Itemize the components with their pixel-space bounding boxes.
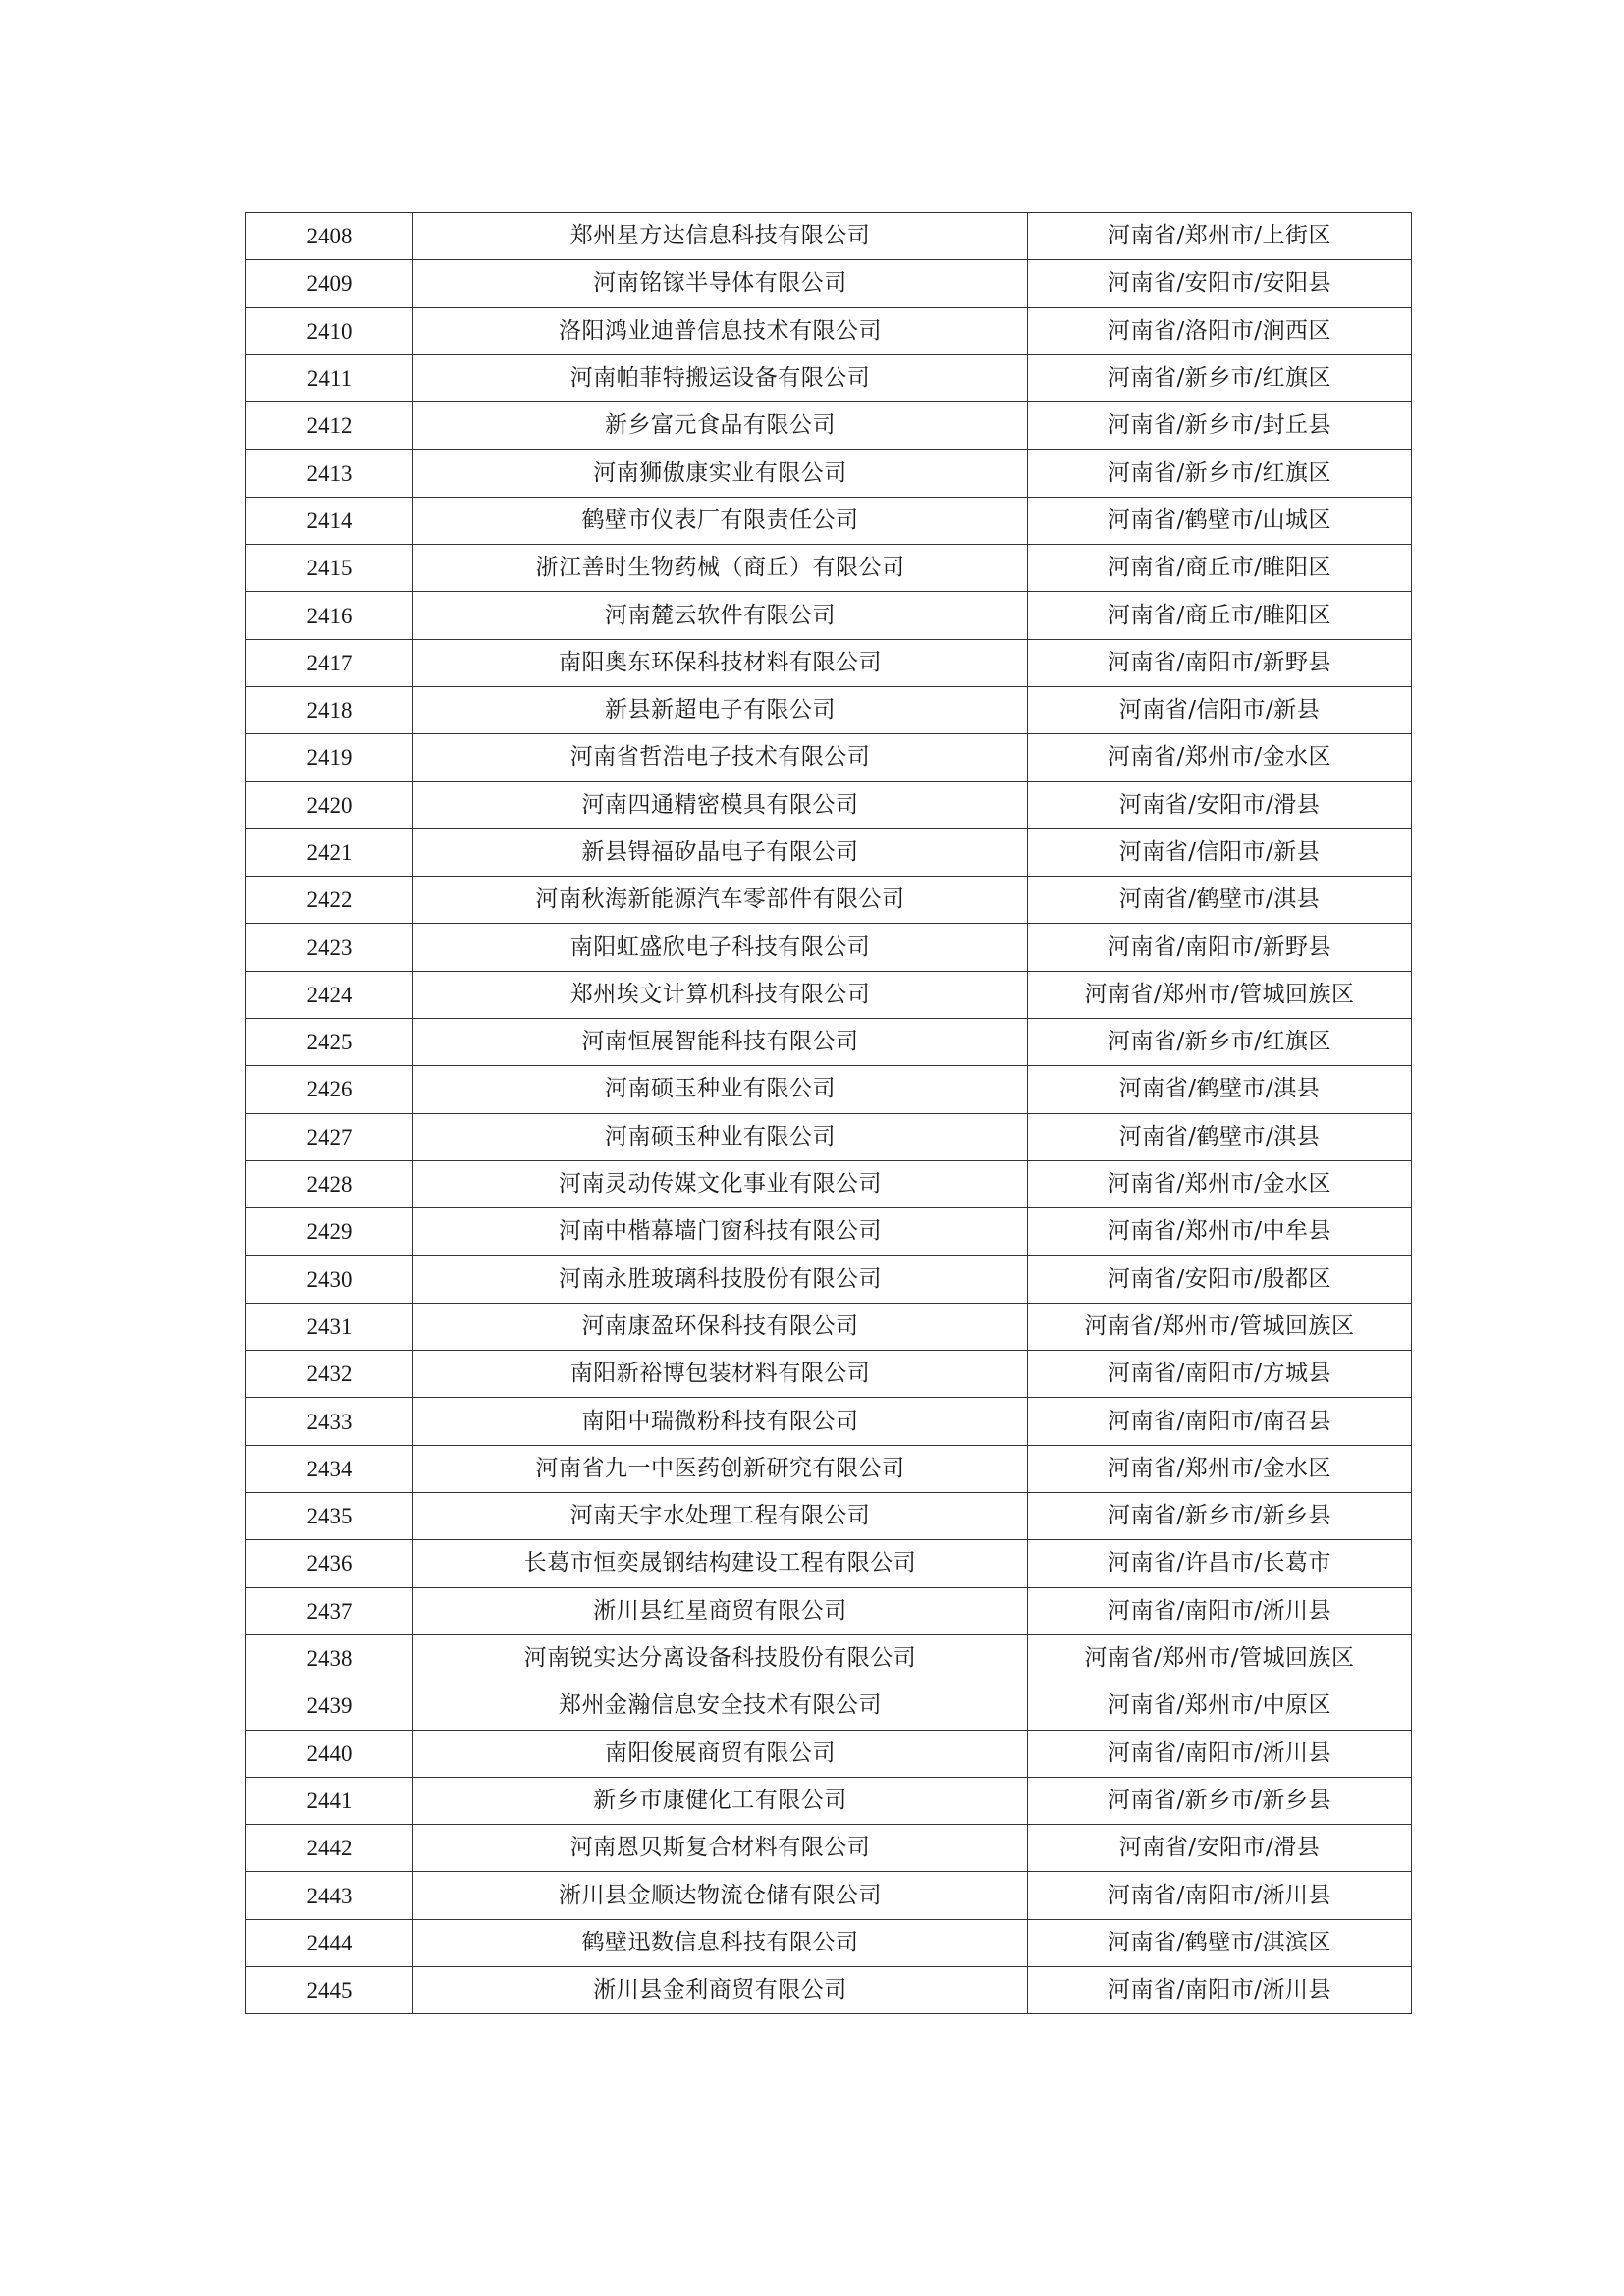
company-name: 南阳中瑞微粉科技有限公司 (413, 1398, 1028, 1445)
row-number: 2437 (246, 1587, 413, 1634)
row-number: 2431 (246, 1303, 413, 1350)
row-number: 2429 (246, 1208, 413, 1255)
row-number: 2445 (246, 1966, 413, 2013)
table-row (246, 686, 1412, 733)
row-number: 2432 (246, 1351, 413, 1398)
table-row (246, 1303, 1412, 1350)
region: 河南省/安阳市/殷都区 (1028, 1255, 1412, 1303)
table-body (246, 213, 1412, 2014)
row-number: 2425 (246, 1019, 413, 1066)
table-row (246, 497, 1412, 544)
region: 河南省/商丘市/睢阳区 (1028, 545, 1412, 592)
region: 河南省/郑州市/金水区 (1028, 1445, 1412, 1492)
company-name: 河南狮傲康实业有限公司 (413, 450, 1028, 497)
table-row (246, 734, 1412, 781)
table-row (246, 1113, 1412, 1160)
table-row (246, 1351, 1412, 1398)
company-name: 河南省九一中医药创新研究有限公司 (413, 1445, 1028, 1492)
region: 河南省/郑州市/管城回族区 (1028, 1634, 1412, 1682)
company-name: 河南秋海新能源汽车零部件有限公司 (413, 877, 1028, 924)
row-number: 2418 (246, 686, 413, 733)
table-row (246, 1160, 1412, 1207)
table-row (246, 828, 1412, 876)
table-row (246, 1825, 1412, 1872)
table-row (246, 1634, 1412, 1682)
row-number: 2413 (246, 450, 413, 497)
table-row (246, 354, 1412, 401)
company-name: 河南永胜玻璃科技股份有限公司 (413, 1255, 1028, 1303)
table-row (246, 450, 1412, 497)
region: 河南省/鹤壁市/淇县 (1028, 877, 1412, 924)
region: 河南省/新乡市/红旗区 (1028, 1019, 1412, 1066)
company-name: 南阳虹盛欣电子科技有限公司 (413, 924, 1028, 971)
region: 河南省/鹤壁市/山城区 (1028, 497, 1412, 544)
region: 河南省/郑州市/中原区 (1028, 1682, 1412, 1730)
row-number: 2433 (246, 1398, 413, 1445)
table-row (246, 592, 1412, 639)
table-row (246, 1777, 1412, 1824)
company-name: 河南恩贝斯复合材料有限公司 (413, 1825, 1028, 1872)
region: 河南省/郑州市/上街区 (1028, 213, 1412, 260)
table-row (246, 307, 1412, 354)
row-number: 2421 (246, 828, 413, 876)
table-row (246, 877, 1412, 924)
company-name: 河南恒展智能科技有限公司 (413, 1019, 1028, 1066)
region: 河南省/南阳市/新野县 (1028, 639, 1412, 686)
region: 河南省/新乡市/封丘县 (1028, 402, 1412, 450)
row-number: 2419 (246, 734, 413, 781)
region: 河南省/南阳市/淅川县 (1028, 1872, 1412, 1919)
region: 河南省/新乡市/新乡县 (1028, 1493, 1412, 1540)
company-name: 河南帕菲特搬运设备有限公司 (413, 354, 1028, 401)
table-row (246, 1019, 1412, 1066)
table-row (246, 924, 1412, 971)
company-name: 河南天宇水处理工程有限公司 (413, 1493, 1028, 1540)
region: 河南省/新乡市/新乡县 (1028, 1777, 1412, 1824)
company-table (245, 212, 1412, 2014)
company-name: 鹤壁迅数信息科技有限公司 (413, 1919, 1028, 1966)
company-name: 南阳俊展商贸有限公司 (413, 1730, 1028, 1777)
company-name: 河南省哲浩电子技术有限公司 (413, 734, 1028, 781)
company-name: 浙江善时生物药械（商丘）有限公司 (413, 545, 1028, 592)
row-number: 2417 (246, 639, 413, 686)
row-number: 2440 (246, 1730, 413, 1777)
table-row (246, 1208, 1412, 1255)
region: 河南省/郑州市/管城回族区 (1028, 1303, 1412, 1350)
row-number: 2435 (246, 1493, 413, 1540)
row-number: 2412 (246, 402, 413, 450)
table-row (246, 1445, 1412, 1492)
region: 河南省/新乡市/红旗区 (1028, 354, 1412, 401)
company-name: 河南四通精密模具有限公司 (413, 781, 1028, 828)
region: 河南省/鹤壁市/淇县 (1028, 1066, 1412, 1113)
row-number: 2428 (246, 1160, 413, 1207)
region: 河南省/新乡市/红旗区 (1028, 450, 1412, 497)
row-number: 2409 (246, 260, 413, 307)
row-number: 2443 (246, 1872, 413, 1919)
row-number: 2438 (246, 1634, 413, 1682)
company-name: 郑州埃文计算机科技有限公司 (413, 971, 1028, 1018)
region: 河南省/郑州市/中牟县 (1028, 1208, 1412, 1255)
row-number: 2434 (246, 1445, 413, 1492)
table-row (246, 1493, 1412, 1540)
table-row (246, 545, 1412, 592)
company-name: 南阳奥东环保科技材料有限公司 (413, 639, 1028, 686)
table-row (246, 260, 1412, 307)
row-number: 2439 (246, 1682, 413, 1730)
row-number: 2422 (246, 877, 413, 924)
company-name: 郑州金瀚信息安全技术有限公司 (413, 1682, 1028, 1730)
company-name: 新县锝福矽晶电子有限公司 (413, 828, 1028, 876)
region: 河南省/安阳市/滑县 (1028, 1825, 1412, 1872)
row-number: 2408 (246, 213, 413, 260)
region: 河南省/洛阳市/涧西区 (1028, 307, 1412, 354)
table-row (246, 1730, 1412, 1777)
region: 河南省/郑州市/金水区 (1028, 1160, 1412, 1207)
region: 河南省/南阳市/方城县 (1028, 1351, 1412, 1398)
region: 河南省/安阳市/滑县 (1028, 781, 1412, 828)
row-number: 2410 (246, 307, 413, 354)
company-name: 河南康盈环保科技有限公司 (413, 1303, 1028, 1350)
row-number: 2414 (246, 497, 413, 544)
region: 河南省/信阳市/新县 (1028, 828, 1412, 876)
row-number: 2424 (246, 971, 413, 1018)
row-number: 2430 (246, 1255, 413, 1303)
region: 河南省/许昌市/长葛市 (1028, 1540, 1412, 1587)
region: 河南省/南阳市/淅川县 (1028, 1730, 1412, 1777)
region: 河南省/郑州市/金水区 (1028, 734, 1412, 781)
company-name: 河南锐实达分离设备科技股份有限公司 (413, 1634, 1028, 1682)
row-number: 2415 (246, 545, 413, 592)
table-row (246, 639, 1412, 686)
company-name: 河南灵动传媒文化事业有限公司 (413, 1160, 1028, 1207)
table-row (246, 1682, 1412, 1730)
company-name: 南阳新裕博包装材料有限公司 (413, 1351, 1028, 1398)
row-number: 2427 (246, 1113, 413, 1160)
row-number: 2442 (246, 1825, 413, 1872)
region: 河南省/信阳市/新县 (1028, 686, 1412, 733)
region: 河南省/商丘市/睢阳区 (1028, 592, 1412, 639)
table-row (246, 1066, 1412, 1113)
row-number: 2436 (246, 1540, 413, 1587)
region: 河南省/南阳市/新野县 (1028, 924, 1412, 971)
company-name: 新乡富元食品有限公司 (413, 402, 1028, 450)
table-row (246, 1872, 1412, 1919)
row-number: 2420 (246, 781, 413, 828)
row-number: 2444 (246, 1919, 413, 1966)
region: 河南省/鹤壁市/淇滨区 (1028, 1919, 1412, 1966)
table-row (246, 402, 1412, 450)
company-name: 河南铭镓半导体有限公司 (413, 260, 1028, 307)
company-name: 郑州星方达信息科技有限公司 (413, 213, 1028, 260)
table-row (246, 781, 1412, 828)
row-number: 2423 (246, 924, 413, 971)
region: 河南省/安阳市/安阳县 (1028, 260, 1412, 307)
region: 河南省/鹤壁市/淇县 (1028, 1113, 1412, 1160)
table-row (246, 1540, 1412, 1587)
company-name: 河南硕玉种业有限公司 (413, 1113, 1028, 1160)
row-number: 2411 (246, 354, 413, 401)
region: 河南省/南阳市/淅川县 (1028, 1587, 1412, 1634)
company-name: 新县新超电子有限公司 (413, 686, 1028, 733)
company-name: 淅川县红星商贸有限公司 (413, 1587, 1028, 1634)
table-row (246, 1966, 1412, 2013)
company-name: 河南麓云软件有限公司 (413, 592, 1028, 639)
company-name: 河南硕玉种业有限公司 (413, 1066, 1028, 1113)
row-number: 2426 (246, 1066, 413, 1113)
table-row (246, 971, 1412, 1018)
region: 河南省/南阳市/淅川县 (1028, 1966, 1412, 2013)
region: 河南省/南阳市/南召县 (1028, 1398, 1412, 1445)
region: 河南省/郑州市/管城回族区 (1028, 971, 1412, 1018)
company-name: 淅川县金顺达物流仓储有限公司 (413, 1872, 1028, 1919)
company-name: 新乡市康健化工有限公司 (413, 1777, 1028, 1824)
company-name: 河南中楷幕墙门窗科技有限公司 (413, 1208, 1028, 1255)
company-name: 鹤壁市仪表厂有限责任公司 (413, 497, 1028, 544)
company-name: 淅川县金利商贸有限公司 (413, 1966, 1028, 2013)
table-row (246, 1255, 1412, 1303)
row-number: 2416 (246, 592, 413, 639)
company-name: 长葛市恒奕晟钢结构建设工程有限公司 (413, 1540, 1028, 1587)
table-row (246, 1398, 1412, 1445)
row-number: 2441 (246, 1777, 413, 1824)
table-row (246, 1919, 1412, 1966)
table-row (246, 213, 1412, 260)
company-name: 洛阳鸿业迪普信息技术有限公司 (413, 307, 1028, 354)
table-row (246, 1587, 1412, 1634)
